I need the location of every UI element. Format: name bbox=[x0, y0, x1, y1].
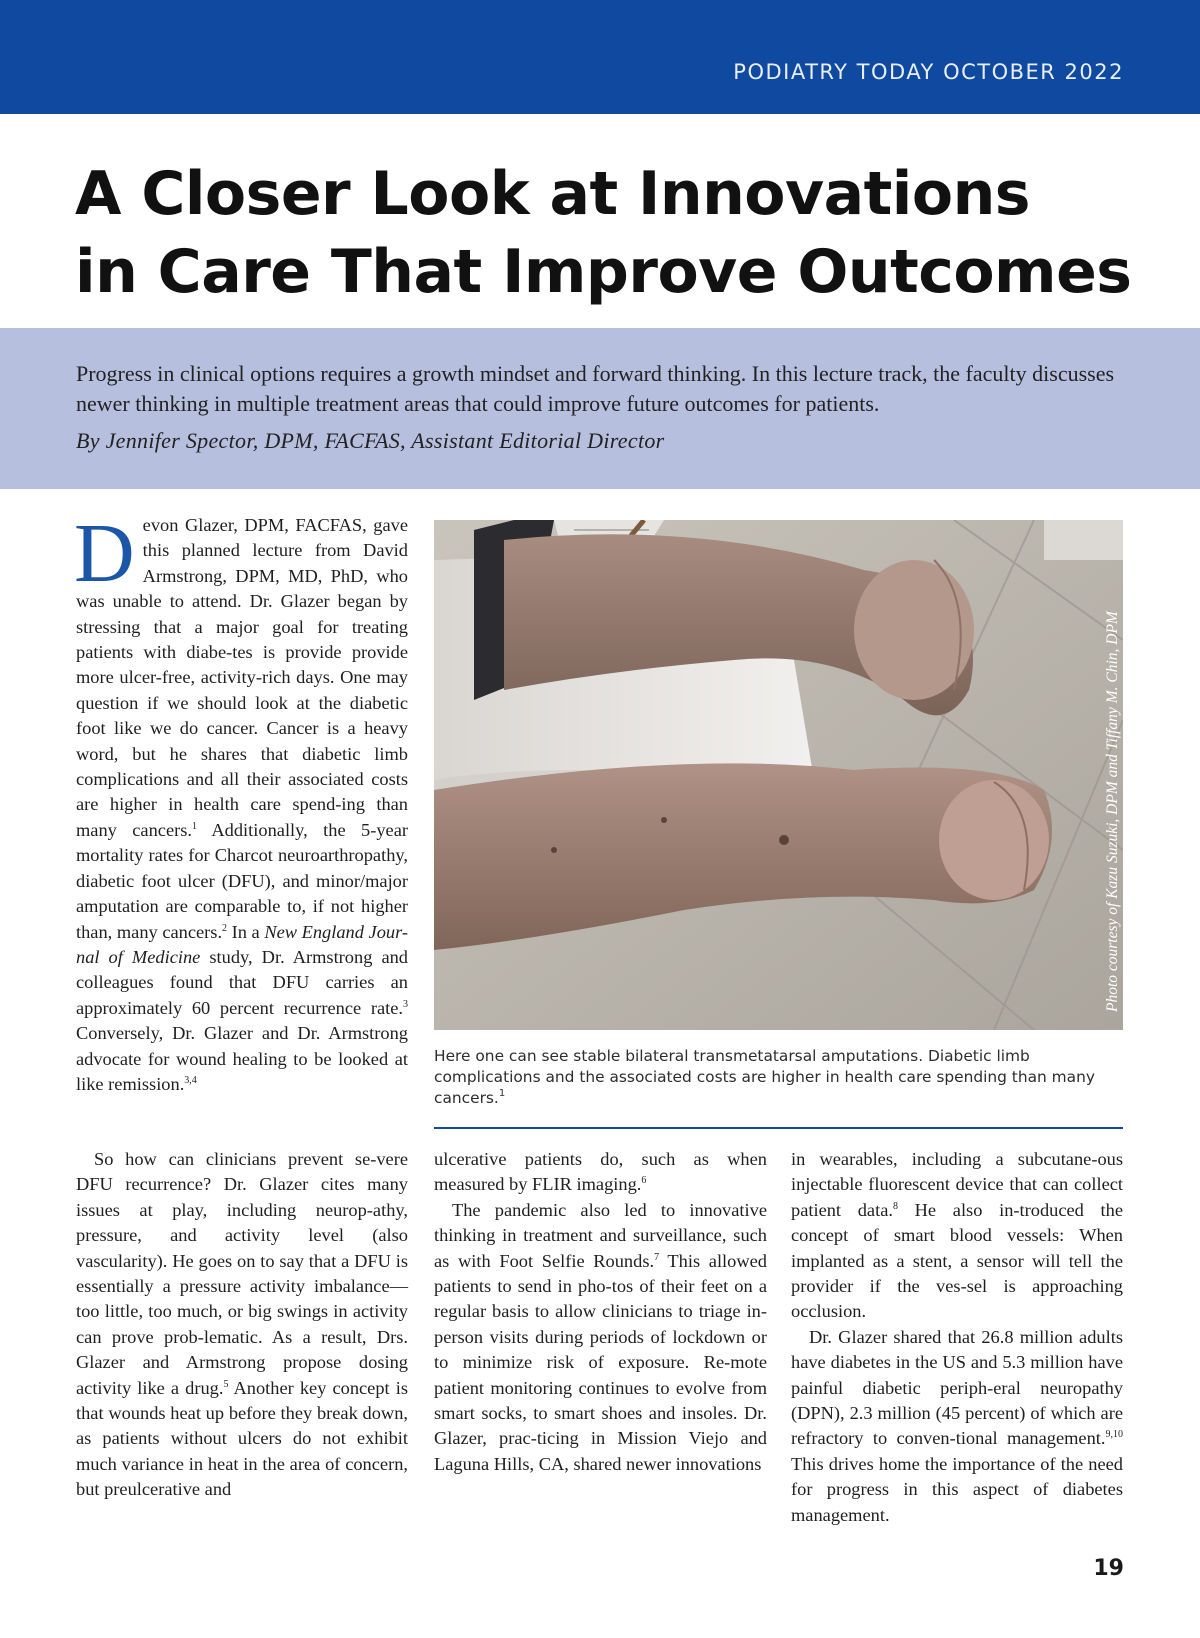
body-paragraph-4: Dr. Glazer shared that 26.8 million adults have diabetes in the US and 5.3 million have painful diabetic periph-eral neuropathy (DPN), 2.3 million (45 percent) of which are refractory to conven-tional management.$^{9,10}$ This drives home the importance of the need for progress in this aspect of diabetes management. bbox=[791, 1326, 1123, 1525]
deck-band bbox=[0, 328, 1200, 489]
article-title bbox=[75, 155, 1135, 311]
drop-cap: D bbox=[74, 507, 135, 600]
caption-divider bbox=[434, 1127, 1123, 1129]
citation-ref: 2 bbox=[222, 922, 228, 934]
page-number: 19 bbox=[1093, 1556, 1124, 1581]
citation-ref: 1 bbox=[192, 820, 197, 832]
masthead-bar bbox=[0, 0, 1200, 114]
body-paragraph-2-continued: ulcerative patients do, such as when measured by FLIR imaging.$^6$ bbox=[434, 1149, 767, 1195]
citation-ref: 7 bbox=[654, 1251, 660, 1263]
body-paragraph-3-continued: in wearables, including a subcutane-ous injectable fluorescent device that can collect patient data.$^8$ He also in-troduced the concept of smart blood vessels: When implanted as a stent, a sensor will tell the provider if the ves-sel is approaching occlusion. bbox=[791, 1149, 1124, 1322]
citation-ref: 8 bbox=[892, 1200, 898, 1212]
citation-ref: 6 bbox=[641, 1175, 647, 1187]
citation-ref: 9,10 bbox=[1105, 1429, 1123, 1441]
citation-ref: 3,4 bbox=[184, 1074, 197, 1086]
photo-caption: Here one can see stable bilateral transmetatarsal amputations. Diabetic limb complications and the associated costs are higher in health care spending than many cancers.$^1$ bbox=[434, 1047, 1095, 1107]
article-title-line-1: A Closer Look at Innovations bbox=[75, 159, 1031, 229]
body-column-2 bbox=[434, 1147, 767, 1477]
body-paragraph-1: Devon Glazer, DPM, FACFAS, gave this planned lecture from David Armstrong, DPM, MD, PhD, who was unable to attend. Dr. Glazer began by stressing that a major goal for treating patients with diabe-tes is provide provide more ulcer-free, activity-rich days. One may question if we should look at the diabetic foot like we do cancer. Cancer is a heavy word, but he shares that diabetic limb complications and all their associated costs are higher in health care spend-ing than many cancers.$^1$ Additionally, the 5-year mortality rates for Charcot neuroarthropathy, diabetic foot ulcer (DFU), and minor/major amputation are comparable to, if not higher than, many cancers.$^2$ In a New England Jour-nal of Medicine study, Dr. Armstrong and colleagues found that DFU carries an approximately 60 percent recurrence rate.$^3$ Conversely, Dr. Glazer and Dr. Armstrong advocate for wound healing to be looked at like remission.$^{3,4}$ bbox=[74, 507, 409, 1094]
article-title-line-2: in Care That Improve Outcomes bbox=[75, 237, 1132, 307]
citation-ref: 1 bbox=[498, 1088, 506, 1099]
photo-credit: Photo courtesy of Kazu Suzuki, DPM and Tiffany M. Chin, DPM bbox=[1104, 611, 1121, 1012]
citation-ref: 5 bbox=[223, 1378, 229, 1390]
body-column-1-bottom bbox=[76, 1147, 408, 1503]
body-paragraph-2: So how can clinicians prevent se-vere DFU recurrence? Dr. Glazer cites many issues at play, including neurop-athy, pressure, and activity level (also vascularity). He goes on to say that a DFU is essentially a pressure activity imbalance—too little, too much, or big swings in activity can prove prob-lematic. As a result, Drs. Glazer and Armstrong propose dosing activity like a drug.$^5$ Another key concept is that wounds heat up before they break down, as patients without ulcers do not exhibit much variance in heat in the area of concern, but preulcerative and bbox=[76, 1149, 408, 1500]
journal-title: New England Jour-nal of Medicine bbox=[76, 921, 409, 967]
body-paragraph-3: The pandemic also led to innovative thinking in treatment and surveillance, such as with Foot Selfie Rounds.$^7$ This allowed patients to send in pho-tos of their feet on a regular basis to allow clinicians to triage in-person visits during periods of lockdown or to minimize risk of exposure. Re-mote patient monitoring continues to evolve from smart socks, to smart shoes and insoles. Dr. Glazer, prac-ticing in Mission Viejo and Laguna Hills, CA, shared newer innovations bbox=[434, 1199, 767, 1474]
citation-ref: 3 bbox=[403, 998, 408, 1010]
article-byline: By Jennifer Spector, DPM, FACFAS, Assistant Editorial Director bbox=[76, 428, 665, 453]
article-deck: Progress in clinical options requires a growth mindset and forward thinking. In this lecture track, the faculty discusses newer thinking in multiple treatment areas that could improve future outcomes for patients. bbox=[76, 361, 1115, 416]
clinical-photo bbox=[434, 520, 1123, 1030]
publication-issue-label: PODIATRY TODAY OCTOBER 2022 bbox=[733, 60, 1124, 84]
body-column-1-top bbox=[74, 507, 409, 1097]
body-column-3 bbox=[791, 1147, 1123, 1528]
clinical-photo-illustration bbox=[434, 520, 1123, 1030]
